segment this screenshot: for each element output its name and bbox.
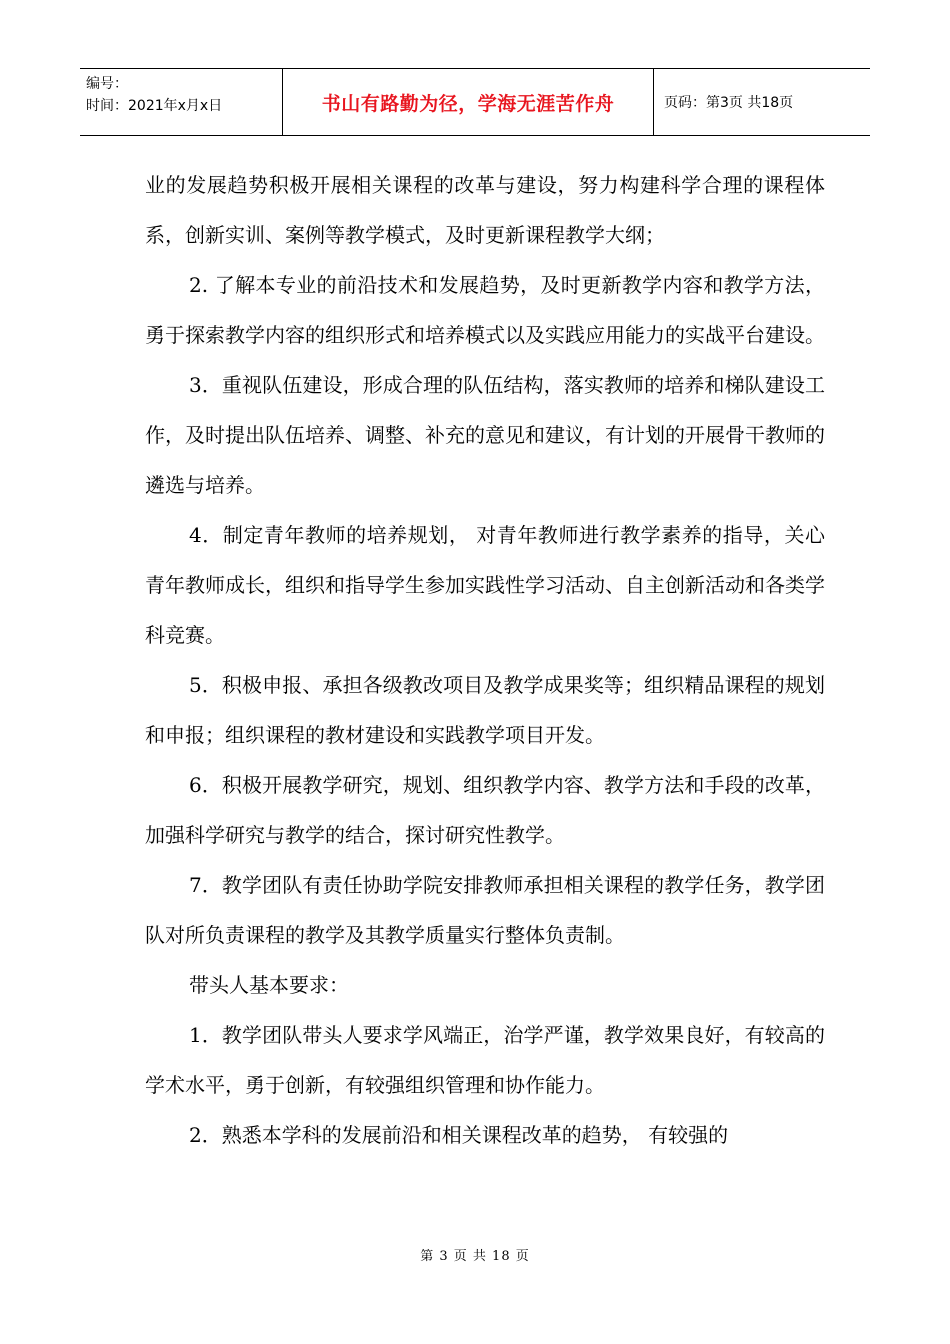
header-motto: 书山有路勤为径，学海无涯苦作舟 bbox=[283, 69, 654, 135]
paragraph-item-7: 7．教学团队有责任协助学院安排教师承担相关课程的教学任务，教学团队对所负责课程的教学及其教学质量实行整体负责制。 bbox=[145, 873, 825, 947]
page-header bbox=[80, 68, 870, 136]
date-label: 时间：2021年x月x日 bbox=[86, 98, 223, 114]
paragraph-continuation: 业的发展趋势积极开展相关课程的改革与建设，努力构建科学合理的课程体系，创新实训、案例等教学模式，及时更新课程教学大纲； bbox=[145, 173, 825, 247]
page-footer: 第 3 页 共 18 页 bbox=[420, 1249, 530, 1264]
paragraph-item-2: 2. 了解本专业的前沿技术和发展趋势，及时更新教学内容和教学方法，勇于探索教学内容的组织形式和培养模式以及实践应用能力的实战平台建设。 bbox=[145, 273, 825, 347]
document-body bbox=[145, 160, 825, 1160]
requirement-item-1: 1．教学团队带头人要求学风端正，治学严谨，教学效果良好，有较高的学术水平，勇于创新，有较强组织管理和协作能力。 bbox=[145, 1023, 825, 1097]
paragraph-item-5: 5．积极申报、承担各级教改项目及教学成果奖等；组织精品课程的规划和申报；组织课程的教材建设和实践教学项目开发。 bbox=[145, 673, 825, 747]
requirement-item-2: 2．熟悉本学科的发展前沿和相关课程改革的趋势， 有较强的 bbox=[189, 1123, 729, 1147]
paragraph-item-6: 6．积极开展教学研究，规划、组织教学内容、教学方法和手段的改革，加强科学研究与教学的结合，探讨研究性教学。 bbox=[145, 773, 825, 847]
header-page-info: 页码：第3页 共18页 bbox=[664, 95, 794, 111]
serial-label: 编号： bbox=[86, 76, 128, 92]
header-meta bbox=[80, 69, 283, 135]
section-heading-leader-requirements: 带头人基本要求： bbox=[189, 973, 349, 997]
paragraph-item-4: 4．制定青年教师的培养规划， 对青年教师进行教学素养的指导，关心青年教师成长，组织和指导学生参加实践性学习活动、自主创新活动和各类学科竞赛。 bbox=[145, 523, 825, 647]
paragraph-item-3: 3．重视队伍建设，形成合理的队伍结构，落实教师的培养和梯队建设工作，及时提出队伍培养、调整、补充的意见和建议，有计划的开展骨干教师的遴选与培养。 bbox=[145, 373, 825, 497]
